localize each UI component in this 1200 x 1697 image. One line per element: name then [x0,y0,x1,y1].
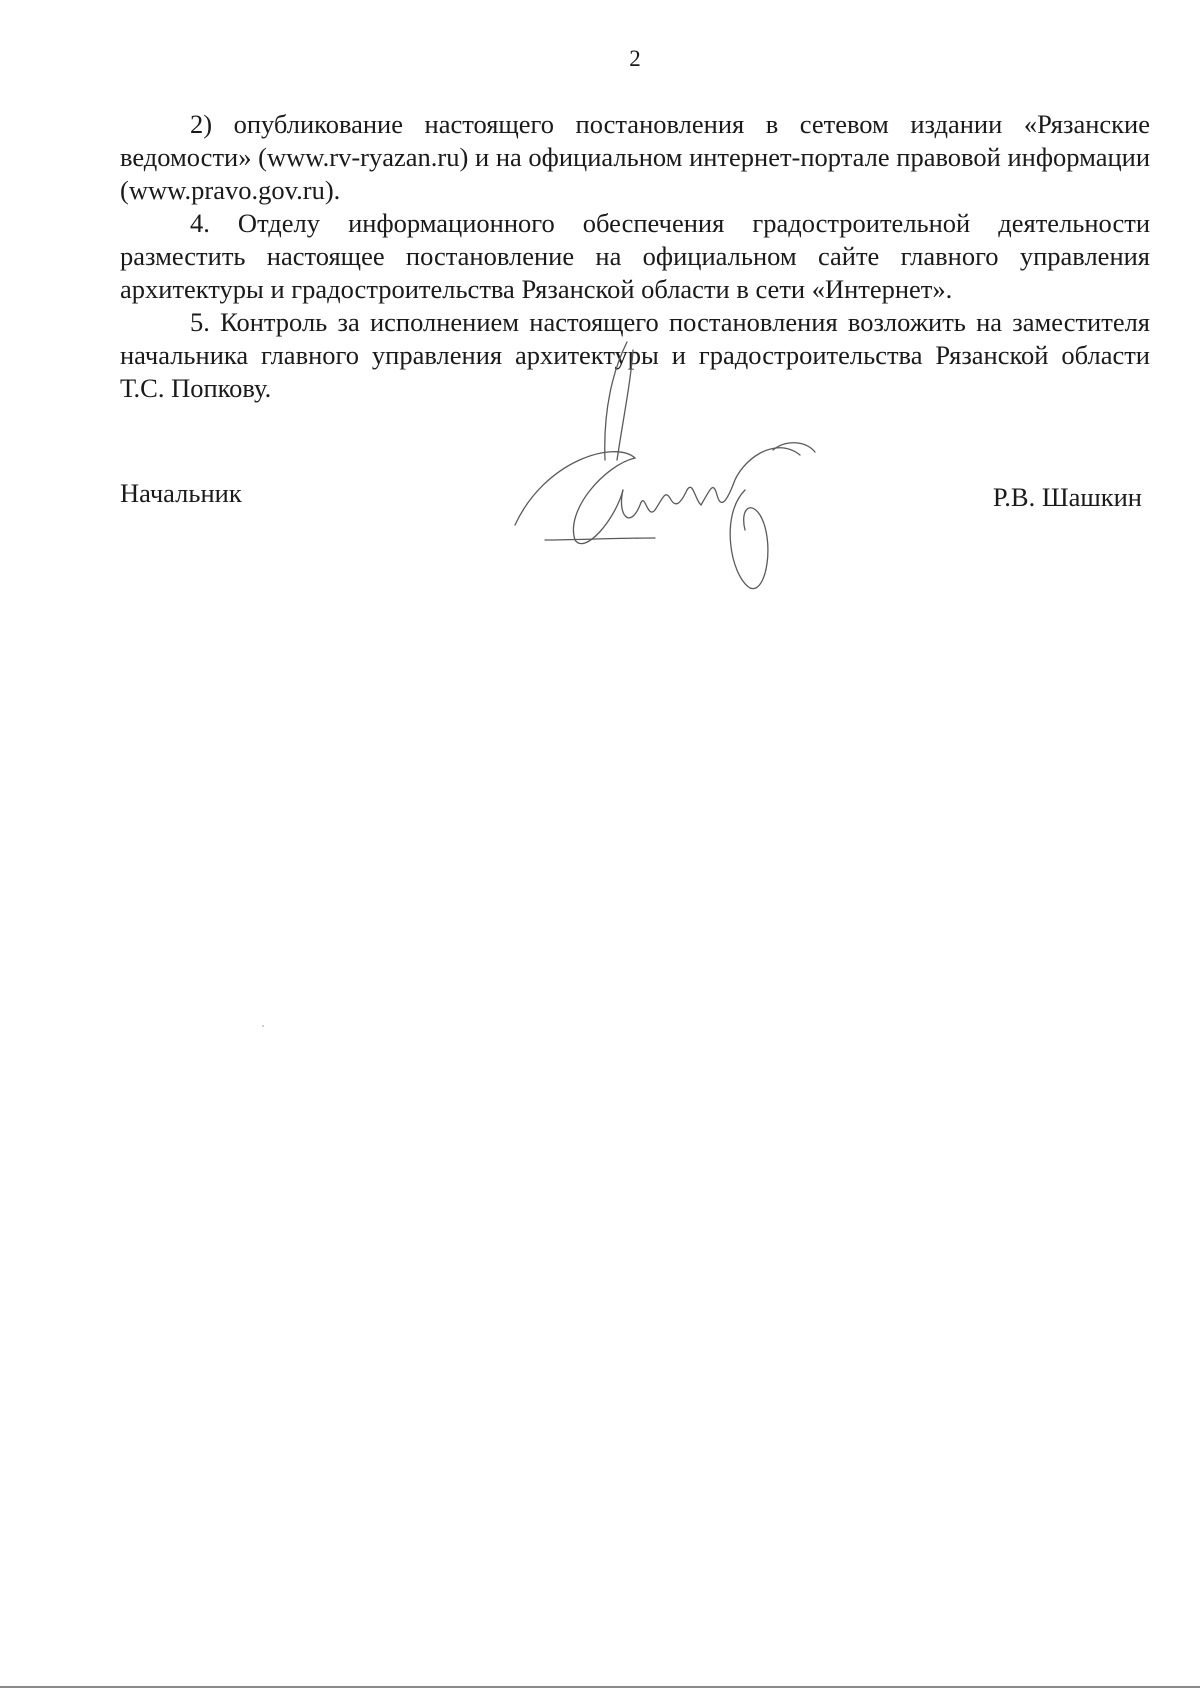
paragraph-website-placement: 4. Отделу информационного обеспечения градостроительной деятельности разместить настоящее постановление на официальном сайте главного управления архитектуры и градостроительства Рязанской области в сети «Интернет». [120,208,1150,304]
signer-name: Р.В. Шашкин [992,482,1142,512]
paragraph-publication: 2) опубликование настоящего постановления в сетевом издании «Рязанские ведомости» (www.rv-ryazan.ru) и на официальном интернет-портале правовой информации (www.pravo.gov.ru). [120,109,1150,205]
handwritten-signature [505,340,825,600]
paragraph-control: 5. Контроль за исполнением настоящего постановления возложить на заместителя начальника главного управления архитектуры и градостроительства Рязанской области Т.С. Попкову. [120,307,1150,403]
signer-position: Начальник [120,478,242,508]
scan-speck [262,1025,264,1027]
scan-bottom-edge [0,1686,1200,1688]
page-number: 2 [629,46,641,71]
